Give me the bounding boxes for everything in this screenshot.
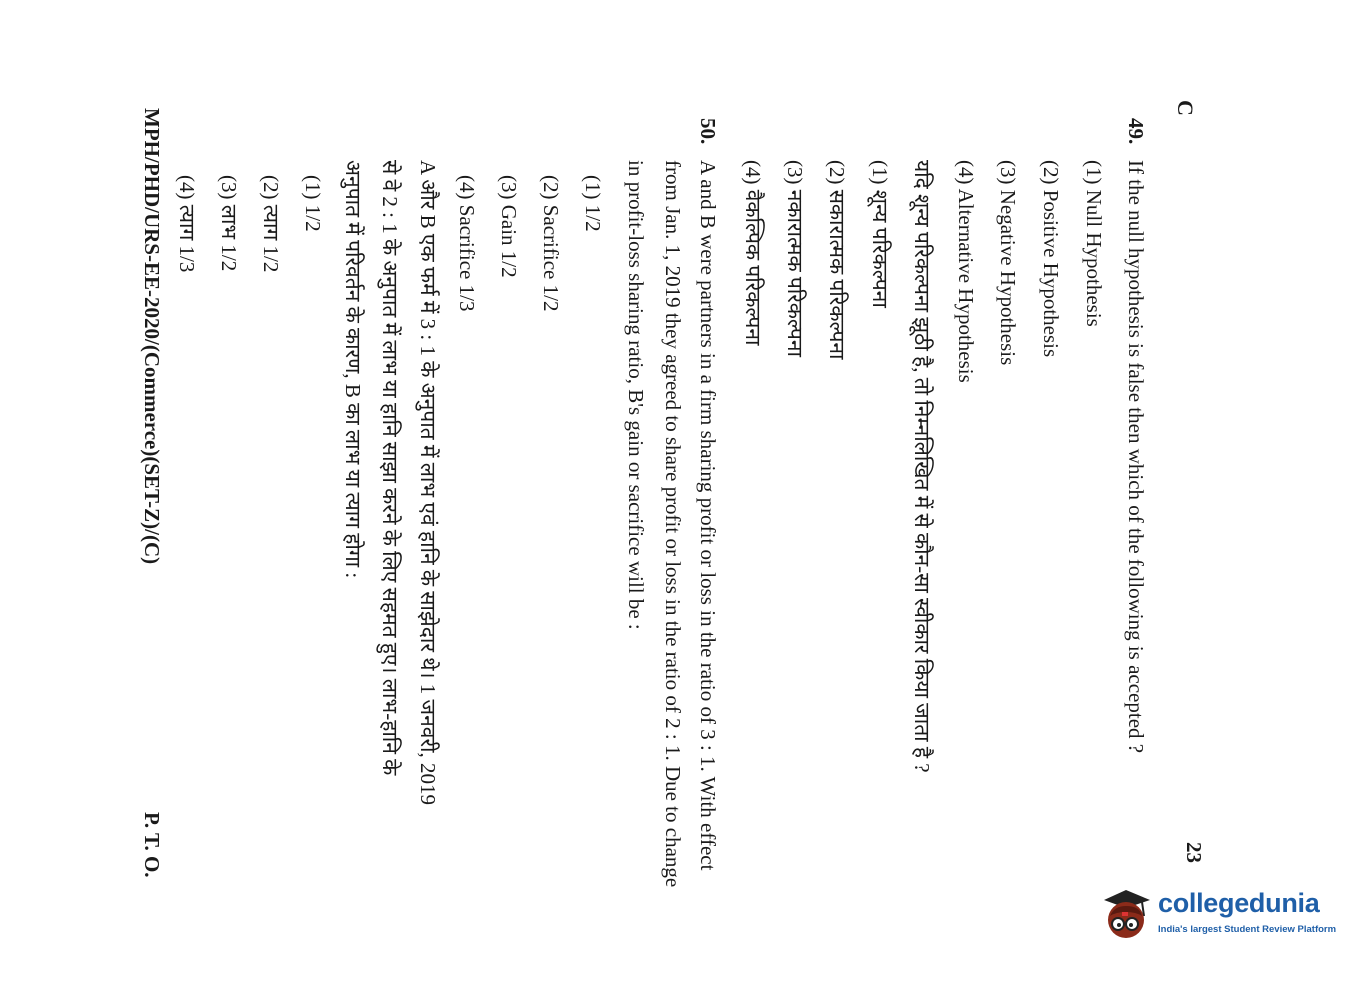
logo-wordmark: collegedunia [1158, 888, 1320, 918]
question-text-hi-line-1: A और B एक फर्म में 3 : 1 के अनुपात में लाभ एवं हानि के साझेदार थे। 1 जनवरी, 2019 [416, 160, 440, 805]
option-3-en: (3) Negative Hypothesis [996, 160, 1020, 366]
pto-label: P. T. O. [140, 812, 164, 878]
option-2-en: (2) Positive Hypothesis [1039, 160, 1063, 358]
option-4-hi: (4) वैकल्पिक परिकल्पना [741, 160, 765, 346]
question-number: 49. [1124, 118, 1148, 145]
option-3-hi: (3) लाभ 1/2 [217, 175, 241, 272]
option-3-hi: (3) नकारात्मक परिकल्पना [783, 160, 807, 357]
option-4-en: (4) Alternative Hypothesis [954, 160, 978, 383]
option-4-hi: (4) त्याग 1/3 [175, 175, 199, 273]
option-1-hi: (1) 1/2 [301, 175, 325, 232]
question-number: 50. [696, 118, 720, 145]
option-3-en: (3) Gain 1/2 [497, 175, 521, 278]
question-text-en: If the null hypothesis is false then which of the following is accepted ? [1124, 160, 1148, 754]
logo-tagline: India's largest Student Review Platform [1158, 924, 1337, 935]
page-number: 23 [1182, 842, 1206, 863]
paper-code: MPH/PHD/URS-EE-2020/(Commerce)(SET-Z)/(C) [140, 108, 164, 565]
option-1-hi: (1) शून्य परिकल्पना [868, 160, 892, 308]
question-text-en-line-1: A and B were partners in a firm sharing profit or loss in the ratio of 3 : 1. With effect [696, 160, 720, 871]
collegedunia-watermark [1098, 886, 1338, 946]
question-text-hi-line-3: अनुपात में परिवर्तन के कारण, B का लाभ या त्याग होगा : [341, 160, 365, 579]
option-2-hi: (2) सकारात्मक परिकल्पना [825, 160, 849, 360]
set-letter: C [1173, 100, 1198, 116]
option-1-en: (1) 1/2 [581, 175, 605, 232]
option-1-en: (1) Null Hypothesis [1082, 160, 1106, 327]
option-2-hi: (2) त्याग 1/2 [259, 175, 283, 273]
mascot-icon [1098, 886, 1154, 944]
question-text-en-line-2: from Jan. 1, 2019 they agreed to share profit or loss in the ratio of 2 : 1. Due to change [661, 160, 685, 888]
question-text-hi-line-2: से वे 2 : 1 के अनुपात में लाभ या हानि साझा करने के लिए सहमत हुए। लाभ-हानि के [378, 160, 402, 776]
option-4-en: (4) Sacrifice 1/3 [455, 175, 479, 312]
option-2-en: (2) Sacrifice 1/2 [539, 175, 563, 312]
question-text-hi: यदि शून्य परिकल्पना झूठी है, तो निम्नलिखित में से कौन-सा स्वीकार किया जाता है ? [910, 160, 934, 773]
question-text-en-line-3: in profit-loss sharing ratio, B's gain or sacrifice will be : [624, 160, 648, 630]
